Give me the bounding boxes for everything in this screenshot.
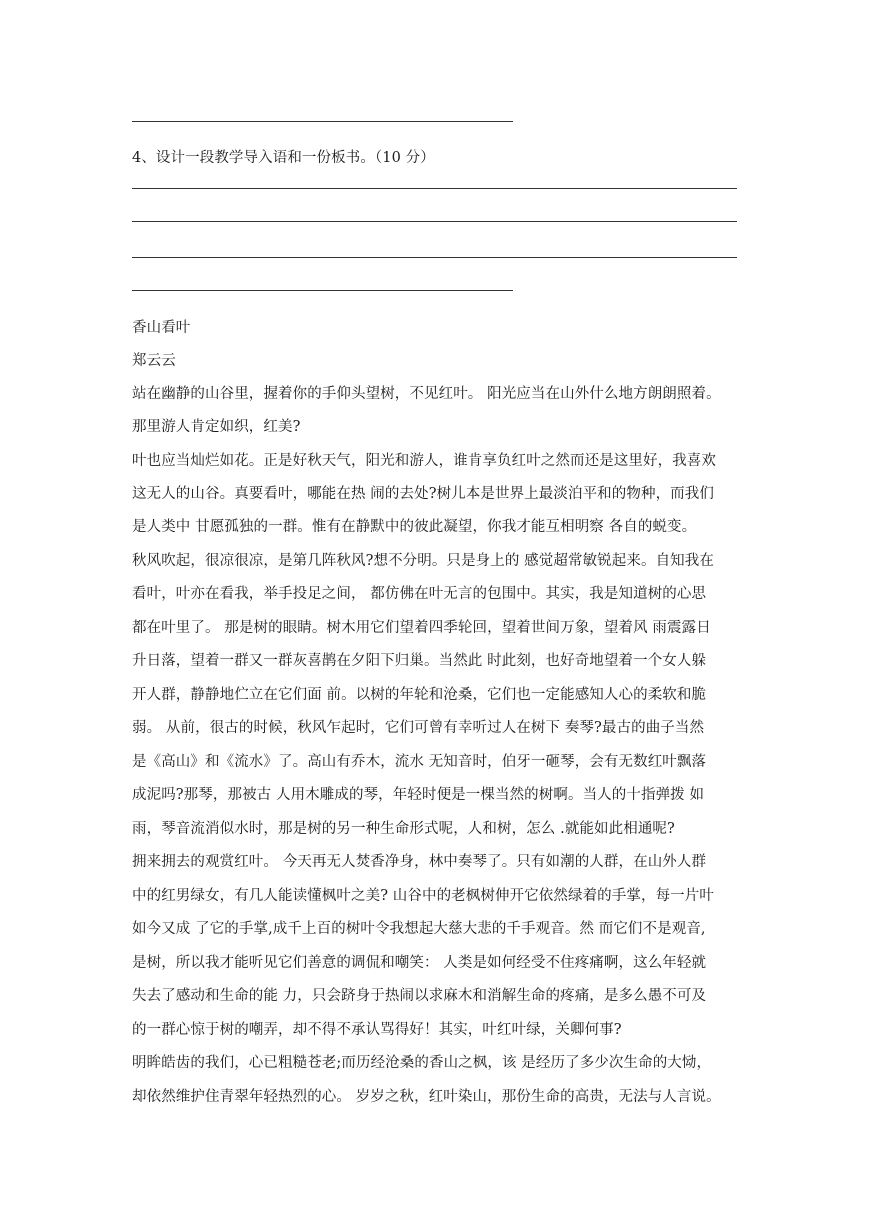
- essay-line: 雨，琴音流消似水时，那是树的另一种生命形式呢，人和树，怎么 .就能如此相通呢?: [132, 821, 675, 837]
- essay-line: 明眸皓齿的我们，心已粗糙苍老;而历经沧桑的香山之枫，该 是经历了多少次生命的大恸，: [132, 1055, 712, 1071]
- answer-line: [132, 257, 737, 258]
- question-4: 4、设计一段教学导入语和一份板书。（10 分）: [132, 150, 435, 166]
- essay-line: 中的红男绿女，有几人能读懂枫叶之美? 山谷中的老枫树伸开它依然绿着的手掌，每一片叶: [132, 888, 714, 904]
- essay-line: 是《高山》和《流水》了。高山有乔木，流水 无知音时，伯牙一砸琴，会有无数红叶飘落: [132, 754, 707, 770]
- essay-line: 那里游人肯定如织，红美?: [132, 419, 301, 435]
- essay-line: 如今又成 了它的手掌,成千上百的树叶令我想起大慈大悲的千手观音。然 而它们不是观音,: [132, 921, 706, 937]
- answer-line: [132, 221, 737, 222]
- essay-line: 弱。 从前，很古的时候，秋风乍起时，它们可曾有幸听过人在树下 奏琴?最古的曲子当然: [132, 720, 705, 736]
- essay-line: 都在叶里了。 那是树的眼睛。树木用它们望着四季轮回，望着世间万象，望着风 雨震露日: [132, 620, 711, 636]
- answer-line: [132, 290, 513, 291]
- essay-line: 失去了感动和生命的能 力，只会跻身于热闹以求麻木和消解生命的疼痛，是多么愚不可及: [132, 988, 707, 1004]
- essay-line: 叶也应当灿烂如花。正是好秋天气，阳光和游人，谁肯享负红叶之然而还是这里好，我喜欢: [132, 453, 716, 469]
- essay-line: 是树，所以我才能听见它们善意的调侃和嘲笑： 人类是如何经受不住疼痛啊，这么年轻就: [132, 955, 707, 971]
- essay-author: 郑云云: [132, 353, 176, 369]
- essay-line: 却依然维护住青翠年轻热烈的心。 岁岁之秋，红叶染山，那份生命的高贵，无法与人言说。: [132, 1089, 721, 1105]
- essay-line: 的一群心惊于树的嘲弄，却不得不承认骂得好！其实，叶红叶绿，关卿何事?: [132, 1022, 622, 1038]
- essay-line: 拥来拥去的观赏红叶。 今天再无人焚香净身，林中奏琴了。只有如潮的人群，在山外人群: [132, 854, 707, 870]
- essay-line: 这无人的山谷。真要看叶，哪能在热 闹的去处?树儿本是世界上最淡泊平和的物种，而我们: [132, 486, 714, 502]
- essay-line: 升日落，望着一群又一群灰喜鹊在夕阳下归巢。当然此 时此刻，也好奇地望着一个女人躲: [132, 653, 707, 669]
- essay-title: 香山看叶: [132, 320, 191, 336]
- essay-line: 是人类中 甘愿孤独的一群。惟有在静默中的彼此凝望，你我才能互相明察 各自的蜕变。: [132, 519, 697, 535]
- answer-line: [132, 121, 513, 122]
- essay-line: 看叶，叶亦在看我，举手投足之间， 都仿佛在叶无言的包围中。其实，我是知道树的心思: [132, 586, 707, 602]
- answer-line: [132, 188, 737, 189]
- essay-line: 开人群，静静地伫立在它们面 前。以树的年轮和沧桑，它们也一定能感知人心的柔软和脆: [132, 687, 707, 703]
- essay-line: 成泥吗?那琴，那被古 人用木雕成的琴，年轻时便是一棵当然的树啊。当人的十指弹拨 如: [132, 787, 705, 803]
- essay-line: 秋风吹起，很凉很凉，是第几阵秋风?想不分明。只是身上的 感觉超常敏锐起来。自知我在: [132, 553, 714, 569]
- essay-line: 站在幽静的山谷里，握着你的手仰头望树，不见红叶。 阳光应当在山外什么地方朗朗照着。: [132, 386, 721, 402]
